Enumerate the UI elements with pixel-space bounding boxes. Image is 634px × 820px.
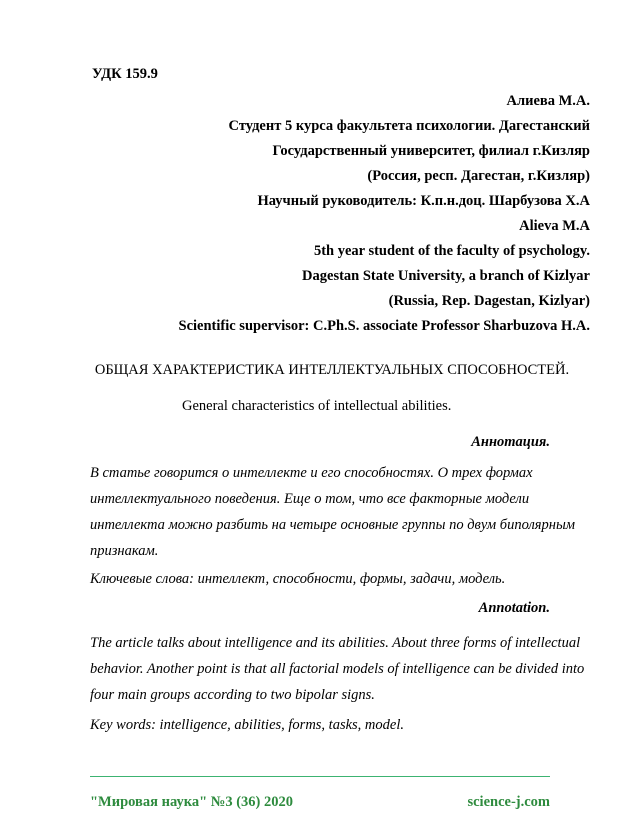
author-affiliation-ru-2: Государственный университет, филиал г.Кизляр — [272, 143, 590, 159]
footer-website[interactable]: science-j.com — [467, 794, 550, 810]
author-affiliation-ru-1: Студент 5 курса факультета психологии. Дагестанский — [228, 118, 590, 134]
keywords-ru: Ключевые слова: интеллект, способности, формы, задачи, модель. — [90, 571, 506, 587]
abstract-text-ru — [90, 460, 590, 564]
abstract-ru-line: признакам. — [90, 543, 159, 559]
article-title-ru: ОБЩАЯ ХАРАКТЕРИСТИКА ИНТЕЛЛЕКТУАЛЬНЫХ СПОСОБНОСТЕЙ. — [94, 362, 570, 378]
abstract-en-line: four main groups according to two bipolar signs. — [90, 687, 375, 703]
author-affiliation-en-2: Dagestan State University, a branch of Kizlyar — [302, 268, 590, 284]
abstract-ru-line: интеллекта можно разбить на четыре основные группы по двум биполярным — [90, 517, 576, 533]
author-affiliation-en-1: 5th year student of the faculty of psychology. — [313, 243, 590, 259]
author-location-en: (Russia, Rep. Dagestan, Kizlyar) — [388, 293, 590, 309]
abstract-heading-ru: Аннотация. — [471, 434, 550, 450]
author-name-en: Alieva M.A — [519, 218, 590, 234]
abstract-ru-line: В статье говорится о интеллекте и его способностях. О трех формах — [90, 465, 533, 481]
abstract-en-line: The article talks about intelligence and its abilities. About three forms of intellectual — [90, 635, 581, 651]
footer-journal-issue: "Мировая наука" №3 (36) 2020 — [90, 794, 293, 810]
abstract-en-line: behavior. Another point is that all factorial models of intelligence can be divided into — [90, 661, 585, 677]
abstract-heading-en: Annotation. — [478, 600, 550, 616]
article-title-en: General characteristics of intellectual abilities. — [182, 398, 452, 414]
supervisor-en: Scientific supervisor: C.Ph.S. associate Professor Sharbuzova H.A. — [178, 318, 590, 334]
footer-divider — [90, 776, 550, 777]
abstract-ru-line: интеллектуального поведения. Еще о том, что все факторные модели — [90, 491, 530, 507]
abstract-text-en — [90, 630, 590, 708]
author-location-ru: (Россия, респ. Дагестан, г.Кизляр) — [367, 168, 590, 184]
keywords-en: Key words: intelligence, abilities, forms, tasks, model. — [90, 717, 404, 733]
supervisor-ru: Научный руководитель: К.п.н.доц. Шарбузова Х.А — [257, 193, 590, 209]
udk-code: УДК 159.9 — [92, 66, 158, 82]
author-name-ru: Алиева М.А. — [506, 93, 590, 109]
